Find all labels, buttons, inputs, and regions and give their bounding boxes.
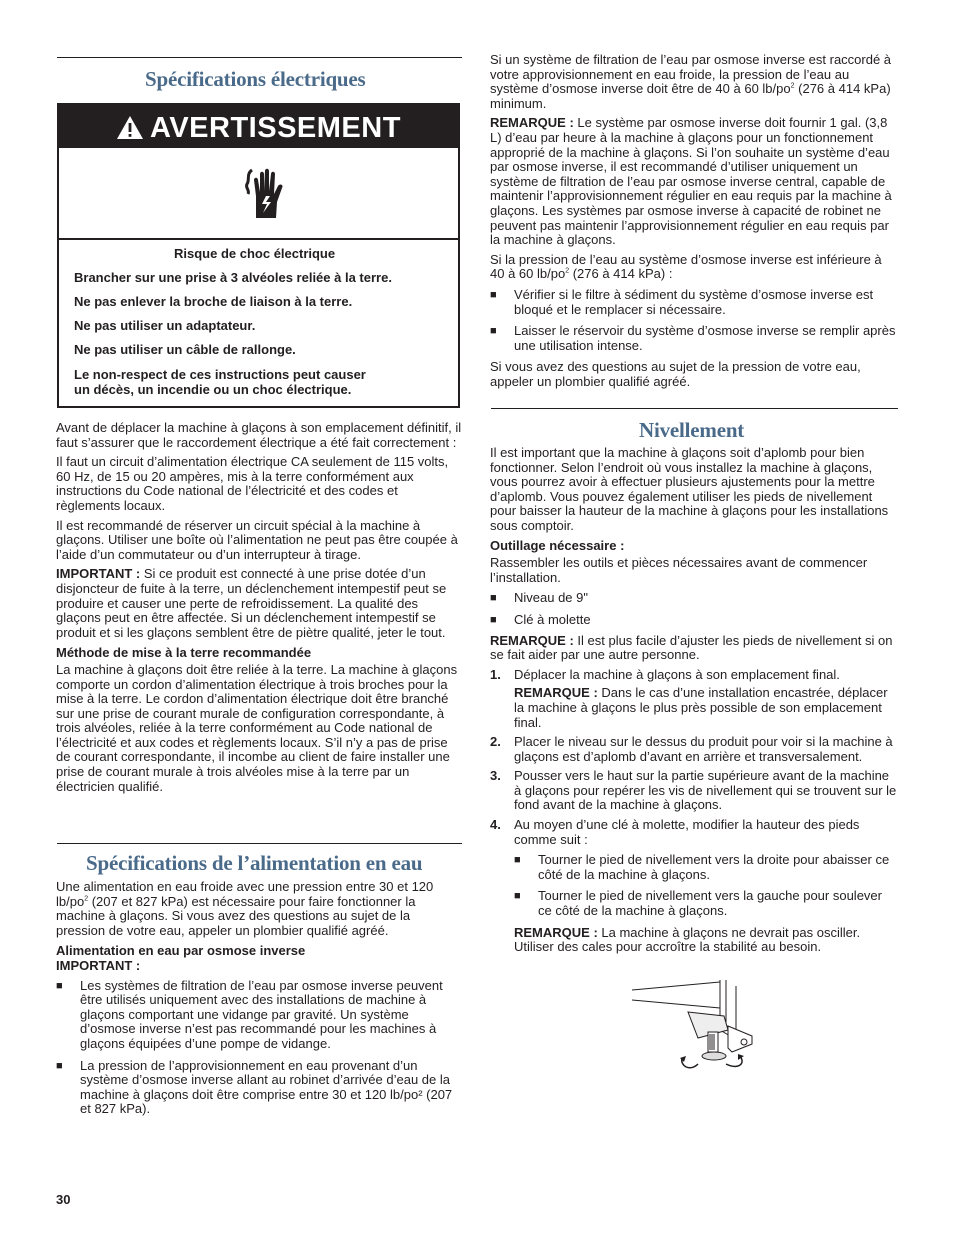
warning-line-3: Ne pas enlever la broche de liaison à la terre.: [74, 294, 353, 309]
paragraph: Il faut un circuit d’alimentation électrique CA seulement de 115 volts, 60 Hz, de 15 ou 20 ampères, mis à la terre conformément aux instructions du Code national de l’électricité et des codes et règlements locaux.: [56, 454, 449, 513]
step: [490, 668, 898, 730]
text: Une alimentation en eau froide avec une pression entre 30 et 120 lb/po: [56, 879, 434, 909]
warning-line-5: Ne pas utiliser un câble de rallonge.: [74, 342, 296, 357]
text: Le système par osmose inverse doit fournir 1 gal. (3,8 L) d’eau par heure à la machine à glaçons pour un fonctionnement approprié de la machine à glaçons. Si l’on souhaite un système d’eau par osmose inverse, il est recommandé d’utiliser uniquement un système de filtration de l’eau par osmose inverse central, capable de maintenir l’approvisionnement régulier en eau requis par la machine à glaçons. Les systèmes par osmose inverse à capacité de robinet ne peuvent pas maintenir l’approvisionnement régulier en eau requis par la machine à glaçons.: [490, 115, 892, 248]
text: Il est plus facile d’ajuster les pieds de nivellement si on se fait aider par une autre personne.: [490, 632, 893, 663]
final-note: [514, 926, 898, 955]
leveling-leg-illustration: [628, 978, 758, 1076]
step-number: 2.: [490, 734, 501, 750]
water-title: Spécifications de l’alimentation en eau: [86, 851, 423, 875]
warning-icon-cell: [59, 148, 458, 240]
electrical-body: [56, 421, 462, 794]
paragraph: Avant de déplacer la machine à glaçons à son emplacement définitif, il faut s’assurer que le raccordement électrique a été fait correctement :: [56, 420, 462, 450]
warning-box: [57, 103, 460, 408]
text: (276 à 414 kPa) :: [569, 266, 673, 282]
paragraph: Il est recommandé de réserver un circuit spécial à la machine à glaçons. Utiliser une boîte où l’alimentation ne peut pas être coupée à l’aide d’un commutateur ou d’un interrupteur à tirage.: [56, 517, 458, 562]
step-text: Au moyen d’une clé à molette, modifier la hauteur des pieds comme suit :: [514, 817, 860, 847]
list-item: [56, 979, 462, 1052]
text: Vérifier si le filtre à sédiment du système d’osmose inverse est bloqué et le remplacer si nécessaire.: [514, 286, 874, 317]
note-label: REMARQUE :: [490, 632, 574, 648]
text: La machine à glaçons ne devrait pas osciller. Utiliser des cales pour accroître la stabilité au besoin.: [514, 924, 861, 955]
superscript: 2: [565, 267, 570, 275]
warning-line-7: un décès, un incendie ou un choc électrique.: [74, 382, 352, 397]
top-rule-left: [57, 57, 462, 58]
important-text: Si ce produit est connecté à une prise dotée d’un disjoncteur de fuite à la terre, un déclenchement intempestif peut se produire et causer une perte de refroidissement. La qualité des glaçons peut en être affectée. Si un déclenchement intempestif se produit et si les glaçons semblent être de piètre qualité, jeter le tout.: [56, 566, 447, 640]
list-item: [514, 889, 898, 918]
warning-header: [59, 105, 458, 148]
paragraph: Rassembler les outils et pièces nécessaires avant de commencer l’installation.: [490, 555, 868, 585]
note-label: REMARQUE :: [514, 685, 598, 701]
paragraph: [56, 880, 462, 938]
text: Dans le cas d’une installation encastrée, déplacer la machine à glaçons le plus près possible de son emplacement final.: [514, 685, 888, 730]
step-text: Déplacer la machine à glaçons à son emplacement final.: [514, 666, 840, 682]
water-body: [56, 880, 462, 1117]
step: [490, 735, 898, 764]
bullet-icon: ■: [490, 325, 497, 338]
paragraph: [490, 116, 898, 247]
leveling-title: Nivellement: [639, 418, 745, 442]
text: Si un système de filtration de l’eau par osmose inverse est raccordé à votre approvisionnement en eau froide, la pression de l’eau au système d’osmose inverse doit être de 40 à 60 lb/po: [490, 52, 892, 97]
electric-shock-hand-icon: [244, 166, 286, 224]
warning-line-1: Risque de choc électrique: [174, 246, 336, 261]
important-label: IMPORTANT :: [56, 566, 141, 582]
list-item: [490, 324, 898, 353]
bullet-icon: ■: [514, 890, 521, 903]
superscript: 2: [84, 895, 89, 903]
text: (276 à 414 kPa) minimum.: [490, 81, 891, 111]
paragraph: [490, 53, 898, 111]
step-number: 1.: [490, 666, 501, 682]
superscript: 2: [790, 82, 795, 90]
note-label: REMARQUE :: [490, 115, 574, 131]
note-label: REMARQUE :: [514, 924, 598, 940]
paragraph: [56, 567, 462, 640]
warning-line-4: Ne pas utiliser un adaptateur.: [74, 318, 256, 333]
subheading: Outillage nécessaire :: [490, 537, 625, 553]
warning-line-2: Brancher sur une prise à 3 alvéoles reliée à la terre.: [74, 270, 392, 285]
section-rule: [491, 408, 898, 409]
text: La pression de l’approvisionnement en eau provenant d’un système d’osmose inverse allant au robinet d’arrivée d’eau de la machine à glaçons doit être comprise entre 30 et 120 lb/po² (207 et 827 kPa).: [80, 1057, 453, 1117]
text: Clé à molette: [514, 611, 591, 627]
bullet-icon: ■: [490, 592, 497, 605]
list-item: [490, 591, 898, 606]
paragraph: Il est important que la machine à glaçons soit d’aplomb pour bien fonctionner. Selon l’endroit où vous installez la machine à glaçons, vous pourrez avoir à effectuer plusieurs ajustements pour la mettre d’aplomb. Vous pouvez également utiliser les pieds de nivellement pour baisser la hauteur de la machine à glaçons pour les installations sous comptoir.: [490, 445, 889, 533]
step-text: Pousser vers le haut sur la partie supérieure avant de la machine à glaçons pour repérer les vis de nivellement qui se trouvent sur le fond avant de la machine à glaçons.: [514, 768, 897, 813]
paragraph: La machine à glaçons doit être reliée à la terre. La machine à glaçons comporte un cordon d’alimentation électrique à trois broches pour la mise à la terre. Le cordon d’alimentation électrique doit être branché sur une prise de courant murale de configuration correspondante, à trois alvéoles, reliée à la terre conformément au Code national de l’électricité et aux codes et règlements locaux. S’il n’y a pas de prise de courant correspondante, il incombe au client de faire installer une prise de courant murale à trois alvéoles mise à la terre par un électricien qualifié.: [56, 661, 458, 794]
text: (207 et 827 kPa) est nécessaire pour faire fonctionner la machine à glaçons. Si vous avez des questions au sujet de la pression de votre eau, appeler un plombier qualifié agréé.: [56, 893, 416, 938]
step-number: 4.: [490, 817, 501, 833]
text: Niveau de 9": [514, 590, 588, 606]
step: [490, 769, 898, 813]
bullet-icon: ■: [56, 979, 63, 992]
text: Les systèmes de filtration de l’eau par osmose inverse peuvent être utilisés uniquement avec des installations de machine à glaçons comportant une vidange par gravité. Un système d’osmose inverse n’est pas recommandé pour les machines à glaçons équipées d’une pompe de vidange.: [80, 977, 443, 1051]
bullet-icon: ■: [56, 1059, 63, 1072]
water-body-cont: [490, 53, 898, 389]
list-item: [490, 613, 898, 628]
page-number: 30: [56, 1192, 71, 1207]
paragraph: Si vous avez des questions au sujet de la pression de votre eau, appeler un plombier qualifié agréé.: [490, 359, 861, 389]
text: Laisser le réservoir du système d’osmose inverse se remplir après une utilisation intense.: [514, 323, 896, 353]
list-item: [56, 1059, 462, 1117]
subheading: Méthode de mise à la terre recommandée: [56, 645, 312, 661]
subheading: Alimentation en eau par osmose inverse: [56, 943, 306, 959]
list-item: [514, 853, 898, 882]
warning-header-text: AVERTISSEMENT: [150, 112, 401, 144]
important-label: IMPORTANT :: [56, 957, 141, 973]
step-note: [514, 686, 898, 730]
section-rule: [57, 843, 462, 844]
list-item: [490, 288, 898, 317]
bullet-icon: ■: [490, 613, 497, 626]
warning-line-6: Le non-respect de ces instructions peut causer: [74, 367, 366, 382]
text: Si la pression de l’eau au système d’osmose inverse est inférieure à 40 à 60 lb/po: [490, 251, 882, 282]
paragraph: [490, 634, 898, 663]
paragraph: [490, 253, 898, 282]
step-number: 3.: [490, 768, 501, 784]
bullet-icon: ■: [490, 288, 497, 301]
electrical-title: Spécifications électriques: [145, 67, 366, 91]
leveling-body: [490, 446, 898, 955]
text: Tourner le pied de nivellement vers la gauche pour soulever ce côté de la machine à glaçons.: [538, 888, 882, 919]
text: Tourner le pied de nivellement vers la droite pour abaisser ce côté de la machine à glaçons.: [538, 852, 890, 882]
bullet-icon: ■: [514, 854, 521, 867]
step: [490, 818, 898, 955]
step-text: Placer le niveau sur le dessus du produit pour voir si la machine à glaçons est d’aplomb d’avant en arrière et transversalement.: [514, 734, 893, 764]
